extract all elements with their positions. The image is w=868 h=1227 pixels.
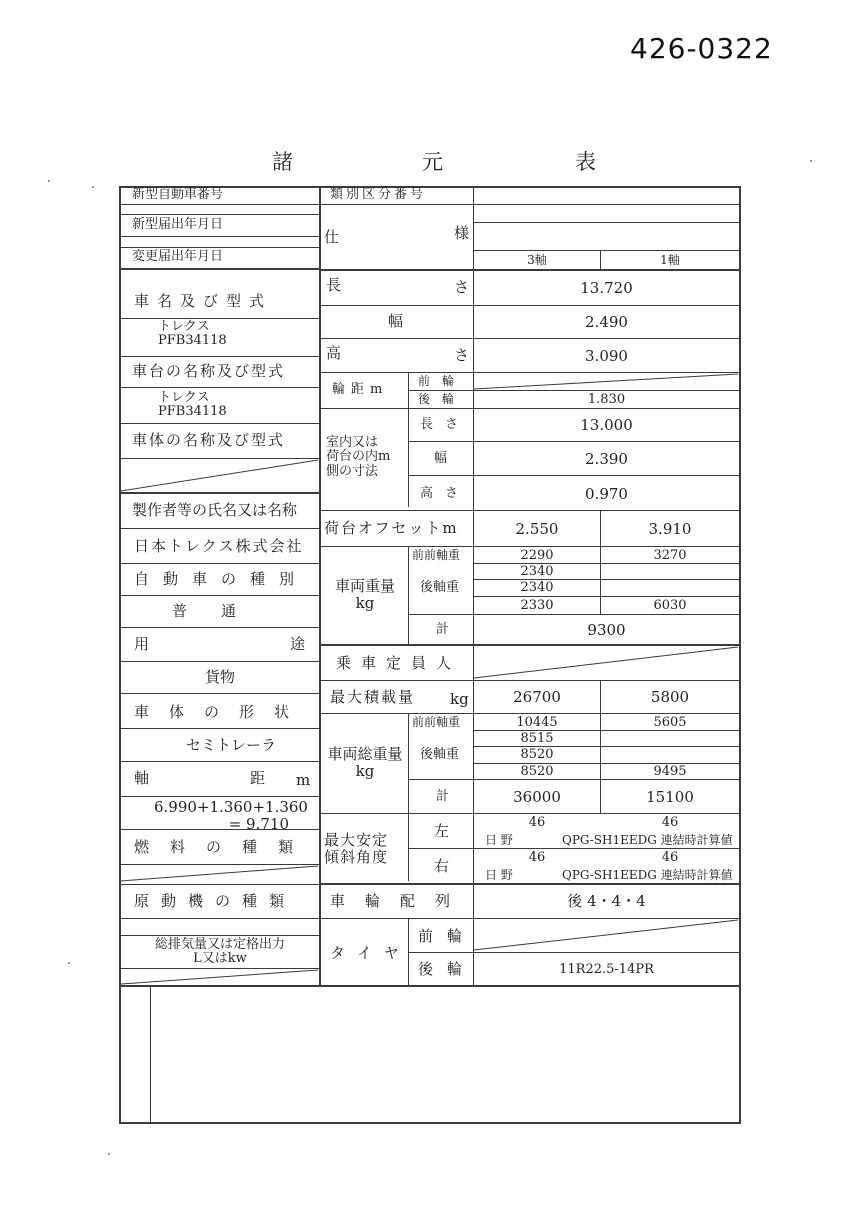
label-cargo-height: 高さ bbox=[420, 486, 471, 501]
label-height-b: さ bbox=[454, 346, 470, 364]
label-tilt: 最大安定 傾斜角度 bbox=[324, 831, 389, 866]
label-tire: タイヤ bbox=[330, 944, 411, 962]
tilt-left-3axle: 46 bbox=[528, 815, 546, 830]
value-body-shape: セミトレーラ bbox=[186, 736, 277, 754]
value-track-rear: 1.830 bbox=[587, 392, 626, 407]
label-maker: 製作者等の氏名又は名称 bbox=[132, 501, 298, 519]
value-vehicle-kind: 普通 bbox=[172, 602, 271, 620]
w-v1-4: 2330 bbox=[520, 598, 554, 613]
w-v1-1: 2290 bbox=[520, 548, 554, 563]
value-max-load-3axle: 26700 bbox=[513, 688, 561, 706]
label-height-a: 高 bbox=[326, 344, 342, 362]
label-tilt-right: 右 bbox=[434, 857, 450, 875]
title-char-2: 元 bbox=[422, 150, 443, 174]
g-v2-1: 5605 bbox=[653, 715, 687, 730]
value-length: 13.720 bbox=[580, 279, 633, 297]
label-chassis: 車台の名称及び型式 bbox=[132, 362, 286, 380]
value-cargo-width: 2.390 bbox=[585, 450, 628, 468]
value-use: 貨物 bbox=[205, 668, 236, 686]
value-cargo-length: 13.000 bbox=[580, 416, 633, 434]
tilt-left-note-maker: 日 野 bbox=[485, 833, 513, 847]
label-displacement: 総排気量又は定格出力 L又はkw bbox=[154, 937, 285, 967]
value-width: 2.490 bbox=[585, 313, 628, 331]
label-spec-a: 仕 bbox=[324, 228, 340, 246]
w-v1-2: 2340 bbox=[520, 564, 554, 579]
label-w-total: 計 bbox=[436, 622, 450, 637]
value-wheelbase: 6.990+1.360+1.360 = 9.710 bbox=[154, 798, 308, 833]
label-class-number: 類別区分番号 bbox=[330, 187, 427, 202]
label-w-front-front: 前前軸重 bbox=[412, 548, 461, 562]
value-offset-1axle: 3.910 bbox=[648, 520, 692, 538]
label-tilt-left: 左 bbox=[434, 822, 450, 840]
g-v1-4: 8520 bbox=[520, 764, 554, 779]
label-body-shape: 車体の形状 bbox=[134, 703, 310, 721]
value-g-total-3axle: 36000 bbox=[513, 788, 561, 806]
label-cargo-length: 長さ bbox=[420, 417, 471, 432]
title-char-3: 表 bbox=[575, 150, 596, 174]
axle-head-1: 1軸 bbox=[660, 253, 680, 267]
label-use-a: 用 bbox=[134, 635, 150, 653]
label-engine: 原動機の種類 bbox=[134, 892, 297, 910]
label-spec-b: 様 bbox=[454, 224, 470, 242]
label-width: 幅 bbox=[388, 312, 404, 330]
tilt-right-note-maker: 日 野 bbox=[485, 868, 513, 882]
label-cargo-width: 幅 bbox=[434, 451, 448, 466]
tilt-right-3axle: 46 bbox=[528, 850, 546, 865]
label-vehicle-kind: 自動車の種別 bbox=[134, 570, 309, 588]
w-v1-3: 2340 bbox=[520, 580, 554, 595]
label-wheelbase-b: 距 bbox=[250, 769, 266, 787]
label-tire-rear: 後輪 bbox=[418, 960, 477, 978]
label-length-a: 長 bbox=[326, 276, 342, 294]
value-name-model: トレクス PFB34118 bbox=[158, 319, 227, 349]
label-gross-weight: 車両総重量 kg bbox=[327, 745, 403, 780]
label-wheelbase-a: 軸 bbox=[134, 769, 150, 787]
label-cargo: 室内又は 荷台の内m 側の寸法 bbox=[326, 435, 391, 479]
label-g-total: 計 bbox=[436, 789, 450, 804]
label-tire-front: 前輪 bbox=[418, 927, 477, 945]
label-offset: 荷台オフセットm bbox=[324, 519, 459, 537]
label-use-b: 途 bbox=[290, 635, 306, 653]
value-wheel-arrangement: 後 4・4・4 bbox=[567, 892, 646, 910]
value-w-total: 9300 bbox=[587, 621, 626, 639]
w-v2-1: 3270 bbox=[653, 548, 687, 563]
g-v1-2: 8515 bbox=[520, 731, 554, 746]
label-filing-date: 新型届出年月日 bbox=[132, 217, 224, 232]
label-change-date: 変更届出年月日 bbox=[132, 249, 224, 264]
g-v1-3: 8520 bbox=[520, 747, 554, 762]
value-maker: 日本トレクス株式会社 bbox=[134, 537, 304, 555]
label-track-front: 前輪 bbox=[418, 374, 467, 388]
label-g-front-front: 前前軸重 bbox=[412, 715, 461, 729]
tilt-right-note-model: QPG-SH1EEDG 連結時計算値 bbox=[562, 868, 733, 882]
g-v2-2: 9495 bbox=[653, 764, 687, 779]
label-max-load: 最大積載量 bbox=[330, 688, 416, 706]
tilt-left-1axle: 46 bbox=[661, 815, 679, 830]
label-track-rear: 後輪 bbox=[418, 392, 467, 406]
label-body: 車体の名称及び型式 bbox=[132, 431, 286, 449]
label-w-rear: 後軸重 bbox=[420, 580, 460, 595]
label-name-model: 車名及び型式 bbox=[134, 292, 273, 310]
axle-head-3: 3軸 bbox=[527, 253, 547, 267]
label-wheelbase-unit: m bbox=[296, 771, 311, 789]
label-length-b: さ bbox=[454, 278, 470, 296]
g-v1-1: 10445 bbox=[516, 715, 558, 730]
label-track: 輪距m bbox=[332, 382, 389, 397]
title-char-1: 諸 bbox=[272, 150, 293, 174]
value-offset-3axle: 2.550 bbox=[515, 520, 559, 538]
label-fuel: 燃料の種類 bbox=[134, 838, 315, 856]
label-wheel-arrangement: 車輪配列 bbox=[330, 892, 471, 910]
tilt-left-note-model: QPG-SH1EEDG 連結時計算値 bbox=[562, 833, 733, 847]
label-riding: 乗車定員人 bbox=[336, 654, 462, 672]
value-height: 3.090 bbox=[585, 347, 628, 365]
document-number: 426-0322 bbox=[630, 32, 773, 65]
value-g-total-1axle: 15100 bbox=[646, 788, 694, 806]
value-max-load-1axle: 5800 bbox=[650, 688, 690, 706]
value-chassis: トレクス PFB34118 bbox=[158, 390, 227, 420]
value-cargo-height: 0.970 bbox=[585, 485, 628, 503]
w-v2-2: 6030 bbox=[653, 598, 687, 613]
label-model-number: 新型自動車番号 bbox=[132, 187, 224, 202]
label-vehicle-weight: 車両重量 kg bbox=[334, 577, 395, 612]
label-max-load-unit: kg bbox=[450, 690, 469, 708]
label-g-rear: 後軸重 bbox=[420, 747, 460, 762]
value-tire-rear: 11R22.5-14PR bbox=[559, 962, 654, 977]
tilt-right-1axle: 46 bbox=[661, 850, 679, 865]
